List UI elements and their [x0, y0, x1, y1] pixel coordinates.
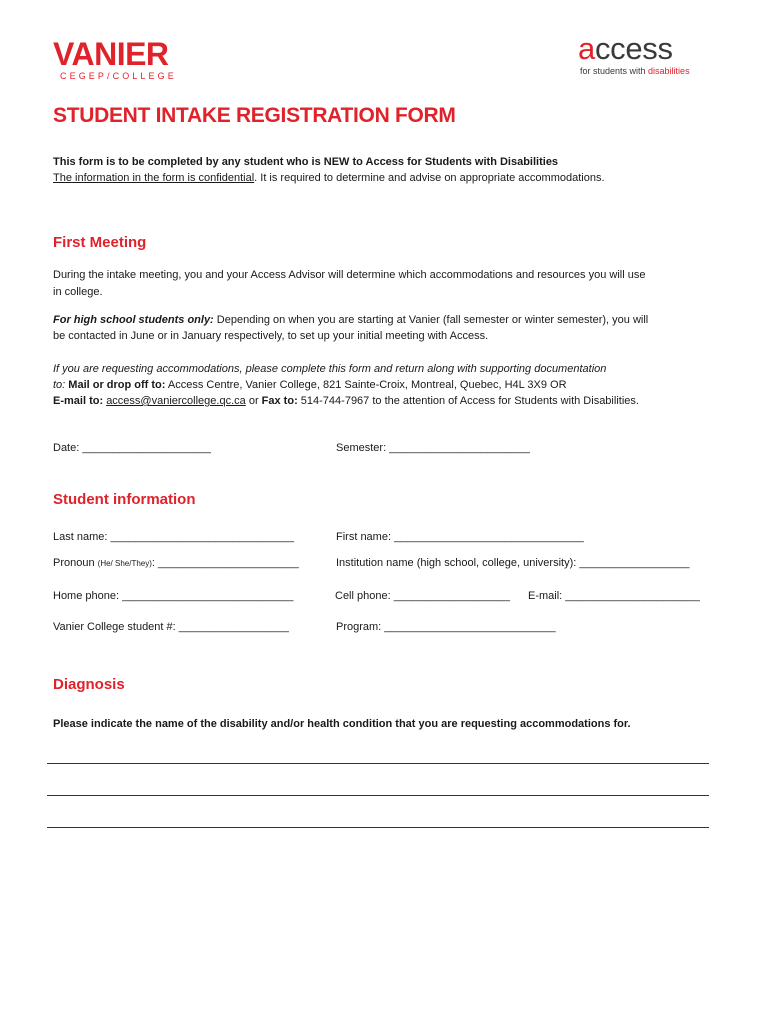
- access-logo-tagline: [580, 67, 690, 76]
- date-field[interactable]: Date: _____________________: [53, 442, 211, 454]
- vanier-logo: VANIER: [53, 36, 169, 72]
- email-link[interactable]: access@vaniercollege.qc.ca: [106, 395, 246, 407]
- high-school-line1-rest: Depending on when you are starting at Vanier (fall semester or winter semester), you will: [213, 314, 649, 326]
- intro-line-2-rest: . It is required to determine and advise on appropriate accommodations.: [254, 172, 605, 184]
- first-meeting-para1-line2: in college.: [53, 286, 103, 298]
- first-meeting-para2-line1: [53, 312, 648, 328]
- student-number-field[interactable]: Vanier College student #: __________________: [53, 621, 289, 633]
- institution-name-field[interactable]: Institution name (high school, college, university): __________________: [336, 557, 690, 569]
- mail-instructions: [53, 377, 567, 393]
- diagnosis-answer-line-3[interactable]: [47, 827, 709, 828]
- vanier-logo-subtitle: CEGEP/COLLEGE: [60, 71, 177, 81]
- confidential-notice: The information in the form is confidential: [53, 172, 255, 184]
- last-name-field[interactable]: Last name: ______________________________: [53, 531, 295, 543]
- access-logo-initial: a: [578, 31, 595, 66]
- section-heading-diagnosis: Diagnosis: [53, 676, 125, 693]
- semester-field[interactable]: Semester: _______________________: [336, 442, 530, 454]
- fax-label: Fax to:: [261, 395, 298, 407]
- fax-or: or: [245, 395, 262, 407]
- intro-line-2: [53, 170, 605, 186]
- email-field[interactable]: E-mail: ______________________: [528, 590, 700, 602]
- email-fax-instructions: [53, 393, 639, 409]
- diagnosis-answer-line-2[interactable]: [47, 795, 709, 796]
- mail-label: Mail or drop off to:: [65, 379, 166, 391]
- program-field[interactable]: Program: ____________________________: [336, 621, 556, 633]
- diagnosis-prompt: Please indicate the name of the disability and/or health condition that you are requesting accommodations for.: [53, 718, 631, 730]
- page-title: STUDENT INTAKE REGISTRATION FORM: [53, 104, 456, 127]
- section-heading-student-information: Student information: [53, 491, 196, 508]
- high-school-lead: For high school students only:: [53, 314, 214, 326]
- first-meeting-para1-line1: During the intake meeting, you and your Access Advisor will determine which accommodations and resources you will use: [53, 269, 646, 281]
- diagnosis-answer-line-1[interactable]: [47, 763, 709, 764]
- mail-to-word: to:: [53, 379, 66, 391]
- first-meeting-para2-line2: be contacted in June or in January respectively, to set up your initial meeting with Access.: [53, 330, 489, 342]
- mail-address: Access Centre, Vanier College, 821 Sainte-Croix, Montreal, Quebec, H4L 3X9 OR: [165, 379, 567, 391]
- fax-details: 514-744-7967 to the attention of Access for Students with Disabilities.: [297, 395, 639, 407]
- access-logo-rest: ccess: [594, 31, 673, 66]
- access-logo: [578, 33, 673, 64]
- first-meeting-para3-line1: If you are requesting accommodations, please complete this form and return along with supporting documentation: [53, 363, 607, 375]
- intro-line-1: This form is to be completed by any student who is NEW to Access for Students with Disabilities: [53, 156, 559, 168]
- email-label: E-mail to:: [53, 395, 104, 407]
- pronoun-line: : _______________________: [151, 557, 299, 569]
- home-phone-field[interactable]: Home phone: ____________________________: [53, 590, 294, 602]
- pronoun-label: Pronoun: [53, 557, 95, 569]
- section-heading-first-meeting: First Meeting: [53, 234, 147, 251]
- pronoun-hint: (He/ She/They): [97, 559, 152, 568]
- pronoun-field[interactable]: [53, 555, 299, 572]
- cell-phone-field[interactable]: Cell phone: ___________________: [335, 590, 510, 602]
- access-tagline-prefix: for students with: [580, 66, 649, 76]
- first-name-field[interactable]: First name: _______________________________: [336, 531, 584, 543]
- access-tagline-emphasis: disabilities: [648, 66, 690, 76]
